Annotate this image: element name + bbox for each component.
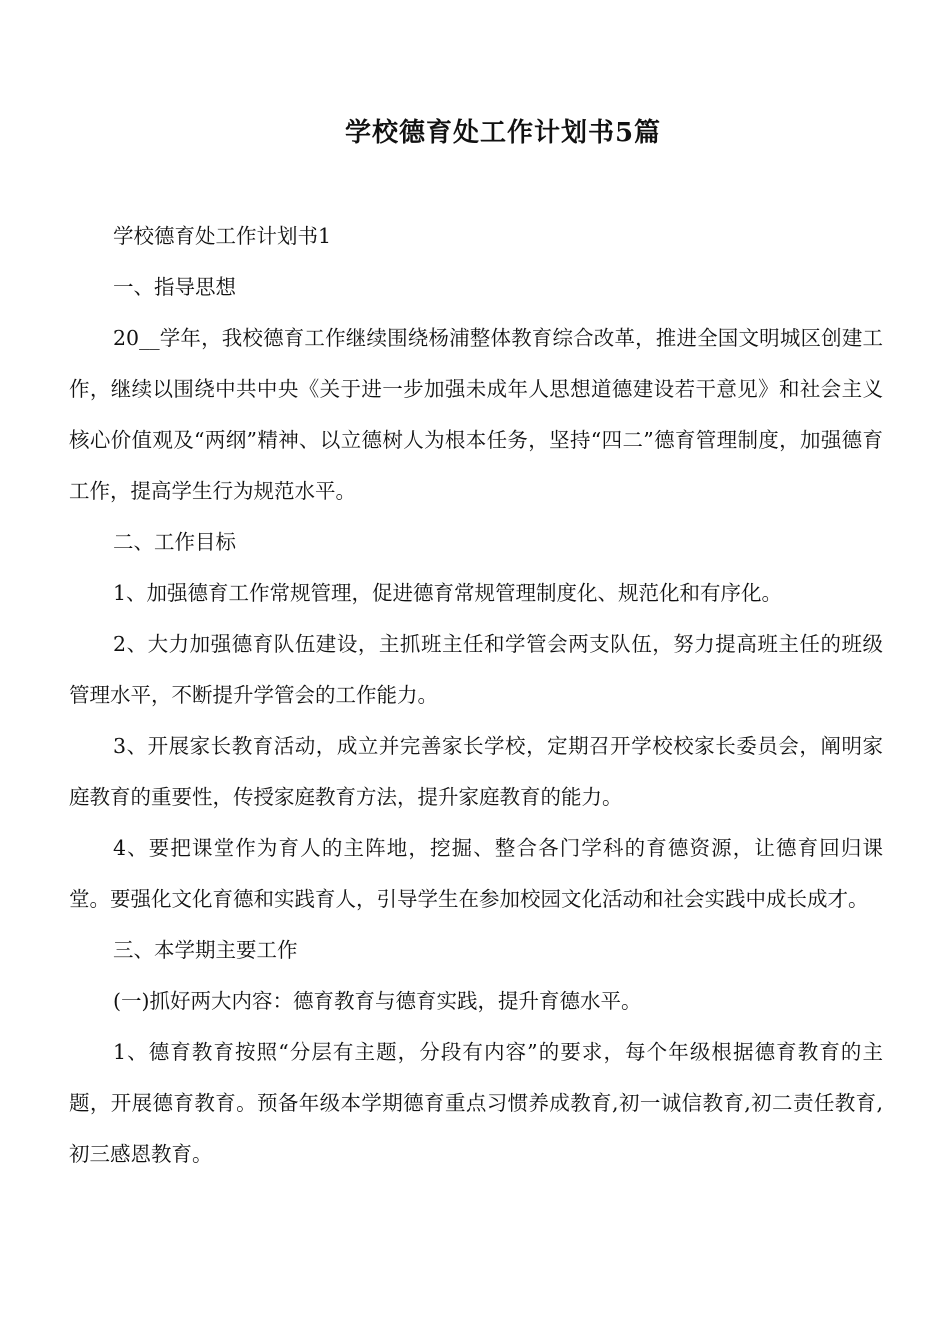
document-title: 学校德育处工作计划书5篇 — [344, 118, 662, 149]
heading-main-work: 三、本学期主要工作 — [113, 938, 298, 962]
paragraph-guiding-ideology: 20__学年，我校德育工作继续围绕杨浦整体教育综合改革，推进全国文明城区创建工作，继续以围绕中共中央《关于进一步加强未成年人思想道德建设若干意见》和社会主义核心价值观及“两纲”精神、以立德树人为根本任务，坚持“四二”德育管理制度，加强德育工作，提高学生行为规范水平。 — [69, 326, 883, 503]
subheading-two-contents: (一)抓好两大内容：德育教育与德育实践，提升育德水平。 — [113, 989, 642, 1013]
work-item-1: 1、德育教育按照“分层有主题，分段有内容”的要求，每个年级根据德育教育的主题，开展德育教育。预备年级本学期德育重点习惯养成教育,初一诚信教育,初二责任教育,初三感恩教育。 — [69, 1040, 883, 1166]
heading-guiding-ideology: 一、指导思想 — [113, 275, 236, 299]
goal-item-2: 2、大力加强德育队伍建设，主抓班主任和学管会两支队伍，努力提高班主任的班级管理水平，不断提升学管会的工作能力。 — [69, 632, 883, 707]
document-body — [69, 211, 883, 1180]
goal-item-3: 3、开展家长教育活动，成立并完善家长学校，定期召开学校校家长委员会，阐明家庭教育的重要性，传授家庭教育方法，提升家庭教育的能力。 — [69, 734, 883, 809]
section-heading-plan-1: 学校德育处工作计划书1 — [113, 224, 332, 248]
heading-work-goals: 二、工作目标 — [113, 530, 236, 554]
goal-item-1: 1、加强德育工作常规管理，促进德育常规管理制度化、规范化和有序化。 — [113, 581, 783, 605]
goal-item-4: 4、要把课堂作为育人的主阵地，挖掘、整合各门学科的育德资源，让德育回归课堂。要强化文化育德和实践育人，引导学生在参加校园文化活动和社会实践中成长成才。 — [69, 836, 883, 911]
